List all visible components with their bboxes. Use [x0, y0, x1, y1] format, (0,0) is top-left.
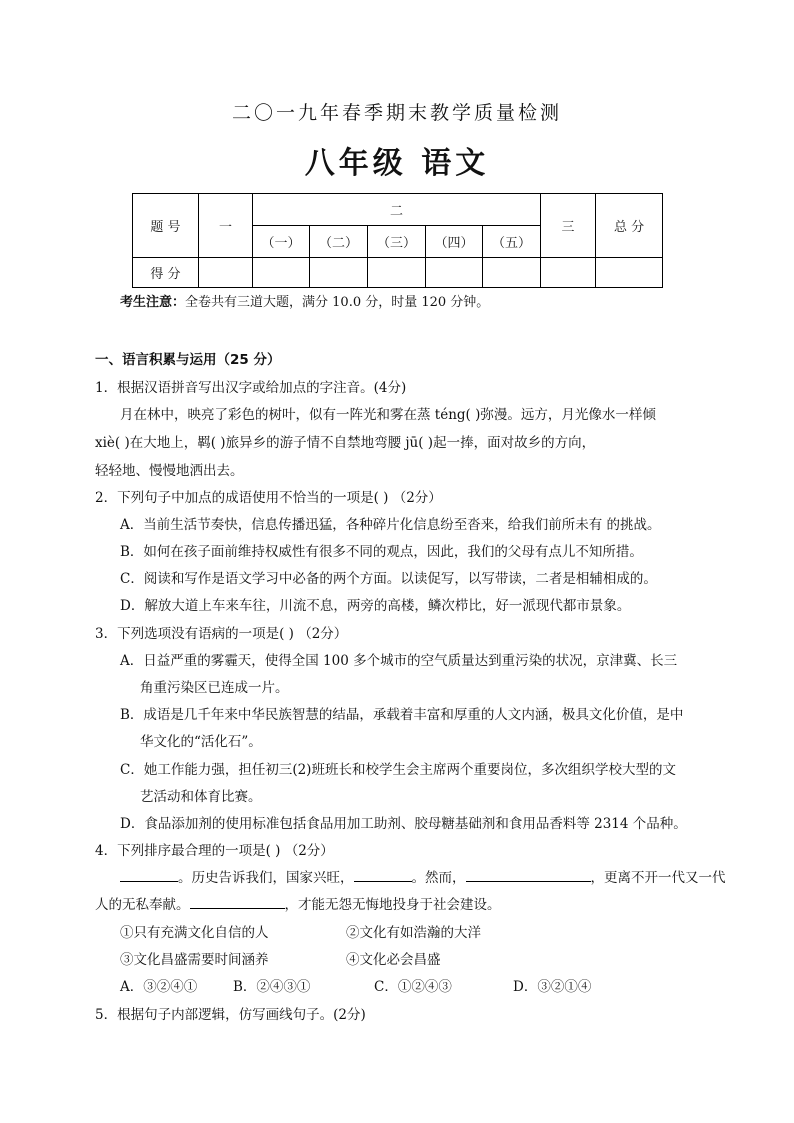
answer-blank[interactable] [190, 894, 285, 909]
question-3-option-c-cont: 艺活动和体育比赛。 [140, 789, 262, 805]
exam-title: 八年级 语文 [304, 146, 490, 181]
q4-text: ，才能无怨无悔地投身于社会建设。 [284, 897, 501, 913]
score-col-yi: 一 [199, 194, 253, 258]
section-heading: 一、语言积累与运用（25 分） [95, 352, 281, 368]
score-cell[interactable] [310, 258, 368, 288]
question-3-option-a-cont: 角重污染区已连成一片。 [140, 680, 289, 696]
score-subcol: （三） [368, 226, 426, 258]
question-3-option-c: C．她工作能力强，担任初三(2)班班长和校学生会主席两个重要岗位，多次组织学校大型的文 [120, 762, 676, 778]
score-table [132, 193, 663, 288]
question-1-line-3: 轻轻地、慢慢地洒出去。 [95, 463, 244, 479]
score-subcol: （一） [253, 226, 310, 258]
q4-text: 。历史告诉我们，国家兴旺， [178, 870, 354, 886]
answer-blank[interactable] [466, 867, 591, 882]
question-3-option-b-cont: 华文化的“活化石”。 [140, 734, 262, 750]
question-3-option-d: D．食品添加剂的使用标准包括食品用加工助剂、胶母糖基础剂和食用品香料等 2314 个品种。 [120, 816, 687, 832]
score-cell[interactable] [253, 258, 310, 288]
question-4-line-1 [120, 866, 726, 886]
answer-blank[interactable] [354, 867, 412, 882]
score-cell[interactable] [426, 258, 483, 288]
question-4-answer-a: A．③②④① [120, 979, 198, 995]
score-label-tihao: 题 号 [133, 194, 199, 258]
question-3-option-a: A．日益严重的雾霾天，使得全国 100 多个城市的空气质量达到重污染的状况，京津冀、长三 [120, 653, 678, 669]
question-1-line-2: xiè( )在大地上，羁( )旅异乡的游子情不自禁地弯腰 jū( )起一捧，面对故乡的方向， [95, 435, 596, 451]
question-4-item-4: ④文化必会昌盛 [346, 952, 441, 968]
notice-text: 全卷共有三道大题，满分 10.0 分，时量 120 分钟。 [185, 295, 490, 310]
question-4-answer-c: C．①②④③ [374, 979, 452, 995]
notice-label: 考生注意： [120, 295, 186, 310]
question-4-item-1: ①只有充满文化自信的人 [120, 925, 269, 941]
question-1-line-1: 月在林中，映亮了彩色的树叶，似有一阵光和雾在蒸 téng( )弥漫。远方，月光像水一样倾 [120, 407, 656, 423]
question-4-item-3: ③文化昌盛需要时间涵养 [120, 952, 269, 968]
question-1-stem: 1．根据汉语拼音写出汉字或给加点的字注音。(4分) [95, 380, 407, 396]
score-cell[interactable] [199, 258, 253, 288]
question-4-line-2 [95, 893, 501, 913]
question-2-option-d: D．解放大道上车来车往，川流不息，两旁的高楼，鳞次栉比，好一派现代都市景象。 [120, 598, 631, 614]
score-cell[interactable] [483, 258, 541, 288]
score-subcol: （五） [483, 226, 541, 258]
score-col-total: 总 分 [596, 194, 663, 258]
q4-text: ，更离不开一代又一代 [590, 870, 726, 886]
q4-text: 人的无私奉献。 [95, 897, 190, 913]
question-4-item-2: ②文化有如浩瀚的大洋 [346, 925, 481, 941]
question-5-stem: 5．根据句子内部逻辑，仿写画线句子。(2分) [95, 1007, 366, 1023]
question-2-stem: 2．下列句子中加点的成语使用不恰当的一项是( ) （2分） [95, 490, 442, 506]
score-subcol: （四） [426, 226, 483, 258]
answer-blank[interactable] [120, 867, 178, 882]
score-cell[interactable] [596, 258, 663, 288]
question-2-option-c: C．阅读和写作是语文学习中必备的两个方面。以读促写，以写带读，二者是相辅相成的。 [120, 571, 657, 587]
question-3-stem: 3．下列选项没有语病的一项是( ) （2分） [95, 626, 348, 642]
score-col-er: 二 [253, 194, 541, 226]
score-cell[interactable] [541, 258, 596, 288]
score-label-defen: 得 分 [133, 258, 199, 288]
question-4-answer-b: B．②④③① [233, 979, 311, 995]
score-cell[interactable] [368, 258, 426, 288]
question-4-stem: 4．下列排序最合理的一项是( ) （2分） [95, 843, 334, 859]
question-2-option-a: A．当前生活节奏快，信息传播迅猛，各种碎片化信息纷至沓来，给我们前所未有 的挑战。 [120, 517, 661, 533]
q4-text: 。然而， [411, 870, 466, 886]
score-subcol: （二） [310, 226, 368, 258]
question-2-option-b: B．如何在孩子面前维持权威性有很多不同的观点，因此，我们的父母有点儿不知所措。 [120, 544, 643, 560]
question-3-option-b: B．成语是几千年来中华民族智慧的结晶，承载着丰富和厚重的人文内涵，极具文化价值，是中 [120, 707, 684, 723]
question-4-answer-d: D．③②①④ [513, 979, 592, 995]
exam-subtitle: 二〇一九年春季期末教学质量检测 [231, 102, 562, 124]
score-col-san: 三 [541, 194, 596, 258]
exam-notice [120, 291, 489, 310]
